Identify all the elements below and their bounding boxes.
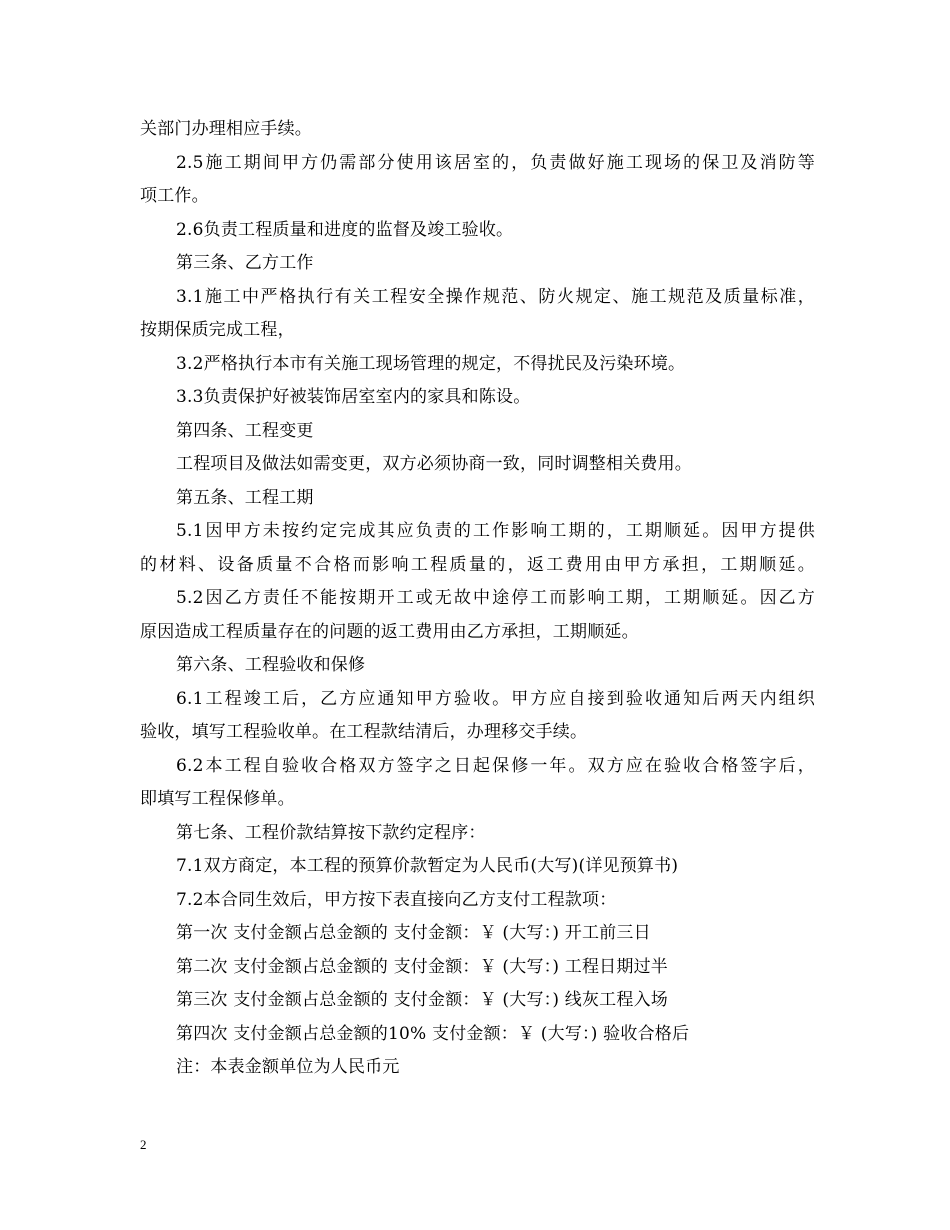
section-heading: 第五条、工程工期: [176, 487, 314, 508]
text-line: 原因造成工程质量存在的问题的返工费用由乙方承担，工期顺延。: [140, 621, 639, 642]
section-heading: 第三条、乙方工作: [176, 253, 314, 273]
text-line: 项工作。: [140, 186, 209, 206]
document-body: [140, 113, 815, 1085]
text-line: 即填写工程保修单。: [140, 789, 295, 809]
text-line: 7.2本合同生效后，甲方按下表直接向乙方支付工程款项：: [176, 889, 617, 910]
text-line: 按期保质完成工程，: [140, 320, 295, 340]
text-line: 7.1双方商定，本工程的预算价款暂定为人民币(大写)(详见预算书): [176, 856, 679, 876]
text-line: 3.1施工中严格执行有关工程安全操作规范、防火规定、施工规范及质量标准，: [176, 286, 815, 307]
section-heading: 第七条、工程价款结算按下款约定程序：: [176, 822, 486, 843]
payment-row: 第三次 支付金额占总金额的 支付金额：￥ (大写：) 线灰工程入场: [176, 990, 668, 1010]
text-line: 6.2本工程自验收合格双方签字之日起保修一年。双方应在验收合格签字后，: [176, 755, 815, 776]
page-number: 2: [140, 1137, 147, 1152]
text-line: 6.1工程竣工后，乙方应通知甲方验收。甲方应自接到验收通知后两天内组织: [176, 688, 815, 709]
text-line: 3.2严格执行本市有关施工现场管理的规定，不得扰民及污染环境。: [176, 353, 686, 374]
payment-row: 第二次 支付金额占总金额的 支付金额：￥ (大写：) 工程日期过半: [176, 956, 668, 977]
text-line: 验收，填写工程验收单。在工程款结清后，办理移交手续。: [140, 722, 588, 742]
text-line: 的材料、设备质量不合格而影响工程质量的，返工费用由甲方承担，工期顺延。: [140, 554, 815, 575]
text-line: 5.1因甲方未按约定完成其应负责的工作影响工期的，工期顺延。因甲方提供: [176, 521, 815, 541]
text-line: 3.3负责保护好被装饰居室室内的家具和陈设。: [176, 387, 531, 407]
text-line: 关部门办理相应手续。: [140, 119, 312, 139]
text-line: 2.6负责工程质量和进度的监督及竣工验收。: [176, 219, 514, 240]
section-heading: 第四条、工程变更: [176, 420, 314, 441]
payment-row: 第四次 支付金额占总金额的10% 支付金额：￥ (大写：) 验收合格后: [176, 1023, 690, 1044]
text-line: 5.2因乙方责任不能按期开工或无故中途停工而影响工期，工期顺延。因乙方: [176, 588, 815, 608]
section-heading: 第六条、工程验收和保修: [176, 655, 366, 675]
table-note: 注：本表金额单位为人民币元: [176, 1057, 400, 1077]
text-line: 工程项目及做法如需变更，双方必须协商一致，同时调整相关费用。: [176, 454, 692, 474]
payment-row: 第一次 支付金额占总金额的 支付金额：￥ (大写：) 开工前三日: [176, 923, 651, 943]
text-line: 2.5施工期间甲方仍需部分使用该居室的，负责做好施工现场的保卫及消防等: [176, 152, 815, 173]
